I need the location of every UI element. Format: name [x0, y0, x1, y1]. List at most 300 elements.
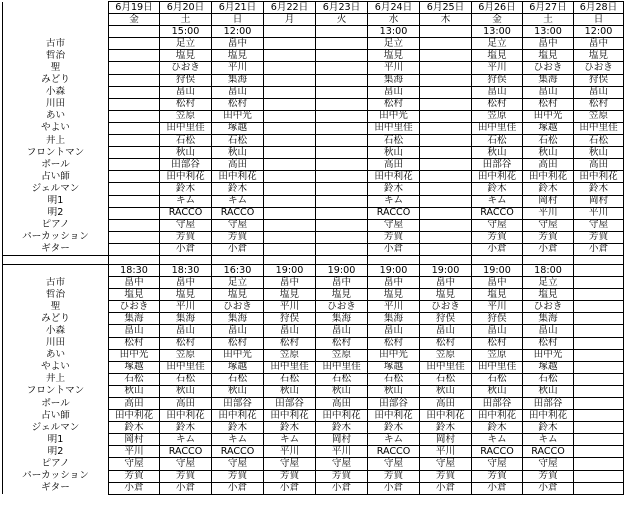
showtime-cell: 18:30: [109, 264, 160, 276]
role-name-cell: 明1: [3, 434, 109, 446]
cast-cell: 守屋: [574, 219, 624, 231]
cast-cell: 塩見: [472, 50, 523, 62]
block1-role-row: [3, 122, 624, 134]
cast-cell: 笠原: [316, 349, 368, 361]
cast-cell: [316, 50, 368, 62]
role-name-cell: ギター: [3, 482, 109, 494]
cast-cell: 平川: [212, 62, 264, 74]
cast-cell: 平川: [368, 62, 420, 74]
role-name-cell: フロントマン: [3, 385, 109, 397]
cast-cell: 小倉: [212, 482, 264, 494]
cast-cell: 畠中: [264, 277, 316, 289]
cast-cell: 松村: [368, 337, 420, 349]
cast-cell: 平川: [472, 301, 523, 313]
cast-cell: [316, 38, 368, 50]
role-name-cell: みどり: [3, 74, 109, 86]
block1-role-row: [3, 135, 624, 147]
cast-cell: 鈴木: [472, 183, 523, 195]
role-name-cell: 古市: [3, 38, 109, 50]
block2-role-row: [3, 482, 624, 494]
cast-cell: 畠中: [212, 38, 264, 50]
cast-cell: 田中利花: [212, 410, 264, 422]
cast-cell: 集海: [368, 313, 420, 325]
role-name-cell: 古市: [3, 277, 109, 289]
schedule-body: [3, 2, 624, 495]
cast-cell: [264, 183, 316, 195]
block2-role-row: [3, 373, 624, 385]
weekday-header-row: [3, 14, 624, 26]
showtime-cell: 18:30: [160, 264, 212, 276]
cast-cell: RACCO: [472, 207, 523, 219]
cast-cell: 芳賀: [316, 470, 368, 482]
cast-cell: 田中光: [109, 349, 160, 361]
block2-role-row: [3, 289, 624, 301]
cast-cell: 鈴木: [368, 183, 420, 195]
cast-cell: 畠中: [109, 277, 160, 289]
cast-cell: [109, 195, 160, 207]
cast-cell: ひおき: [523, 301, 574, 313]
weekday-cell: 日: [212, 14, 264, 26]
cast-cell: 田中光: [523, 110, 574, 122]
cast-cell: 平川: [109, 446, 160, 458]
cast-cell: 畠中: [368, 277, 420, 289]
cast-cell: ひおき: [316, 301, 368, 313]
cast-cell: 芳賀: [264, 470, 316, 482]
gap-cell: [160, 255, 212, 264]
cast-cell: 田中里佳: [368, 122, 420, 134]
cast-cell: 秋山: [574, 147, 624, 159]
weekday-cell: 土: [160, 14, 212, 26]
cast-cell: 石松: [264, 373, 316, 385]
showtime-cell: 12:00: [212, 26, 264, 38]
cast-cell: 高田: [160, 398, 212, 410]
cast-cell: キム: [212, 195, 264, 207]
cast-cell: キム: [160, 195, 212, 207]
cast-cell: 田中利花: [523, 410, 574, 422]
cast-cell: 松村: [472, 98, 523, 110]
cast-cell: 秋山: [316, 385, 368, 397]
cast-cell: 田中利花: [420, 410, 472, 422]
gap-cell: [523, 255, 574, 264]
cast-cell: 集海: [109, 313, 160, 325]
cast-cell: [316, 231, 368, 243]
cast-cell: 笠原: [472, 349, 523, 361]
cast-cell: 守屋: [420, 458, 472, 470]
cast-cell: [574, 385, 624, 397]
cast-cell: 畠山: [523, 86, 574, 98]
cast-cell: 畠山: [264, 325, 316, 337]
block2-role-row: [3, 434, 624, 446]
cast-cell: 畠山: [212, 86, 264, 98]
cast-cell: 畠中: [472, 277, 523, 289]
cast-cell: [420, 135, 472, 147]
role-name-cell: ボール: [3, 159, 109, 171]
role-name-cell: ピアノ: [3, 458, 109, 470]
cast-cell: 松村: [316, 337, 368, 349]
role-name-cell: 小森: [3, 86, 109, 98]
cast-cell: [109, 110, 160, 122]
cast-cell: 松村: [160, 337, 212, 349]
cast-cell: 石松: [574, 135, 624, 147]
cast-cell: RACCO: [212, 446, 264, 458]
cast-cell: 鈴木: [574, 183, 624, 195]
block2-time-row: [3, 264, 624, 276]
cast-cell: 足立: [472, 38, 523, 50]
cast-cell: 集海: [316, 313, 368, 325]
cast-cell: 塩見: [523, 289, 574, 301]
cast-cell: [264, 110, 316, 122]
block1-role-row: [3, 243, 624, 255]
cast-cell: 田中里佳: [160, 122, 212, 134]
showtime-cell: 16:30: [212, 264, 264, 276]
cast-cell: 田中利花: [523, 171, 574, 183]
cast-cell: 守屋: [212, 219, 264, 231]
cast-cell: 芳賀: [212, 231, 264, 243]
cast-cell: [420, 219, 472, 231]
cast-cell: 田部谷: [264, 398, 316, 410]
cast-cell: 田部谷: [472, 159, 523, 171]
showtime-cell: [420, 26, 472, 38]
block2-role-row: [3, 361, 624, 373]
cast-cell: [574, 337, 624, 349]
cast-cell: 笠原: [574, 110, 624, 122]
date-cell: 6月25日: [420, 2, 472, 14]
cast-cell: [264, 219, 316, 231]
cast-cell: 田中里佳: [420, 361, 472, 373]
cast-cell: 守屋: [316, 458, 368, 470]
role-name-cell: ボール: [3, 398, 109, 410]
cast-cell: [264, 38, 316, 50]
cast-cell: [109, 207, 160, 219]
cast-cell: 畠山: [574, 86, 624, 98]
cast-cell: 芳賀: [472, 470, 523, 482]
cast-cell: 石松: [212, 135, 264, 147]
date-cell: 6月19日: [109, 2, 160, 14]
cast-cell: キム: [160, 434, 212, 446]
cast-cell: 鈴木: [368, 422, 420, 434]
block2-role-row: [3, 349, 624, 361]
cast-cell: [264, 86, 316, 98]
cast-cell: 塩見: [368, 50, 420, 62]
gap-cell: [316, 255, 368, 264]
cast-cell: [109, 38, 160, 50]
showtime-cell: 13:00: [368, 26, 420, 38]
block1-role-row: [3, 86, 624, 98]
cast-cell: 畠山: [212, 325, 264, 337]
cast-cell: [316, 62, 368, 74]
cast-cell: 松村: [472, 337, 523, 349]
cast-cell: 松村: [264, 337, 316, 349]
cast-cell: 石松: [212, 373, 264, 385]
cast-cell: 松村: [523, 337, 574, 349]
cast-cell: 塚越: [109, 361, 160, 373]
weekday-cell: 水: [368, 14, 420, 26]
cast-cell: 田中里佳: [472, 361, 523, 373]
cast-cell: 田中里佳: [160, 361, 212, 373]
role-name-cell: パーカッション: [3, 470, 109, 482]
cast-cell: 岡村: [316, 434, 368, 446]
block1-role-row: [3, 171, 624, 183]
role-name-cell: 明2: [3, 207, 109, 219]
cast-cell: 高田: [523, 159, 574, 171]
cast-cell: [109, 98, 160, 110]
block2-role-row: [3, 385, 624, 397]
cast-cell: 集海: [368, 74, 420, 86]
cast-cell: 小倉: [316, 482, 368, 494]
cast-cell: 狩俣: [472, 313, 523, 325]
cast-cell: [109, 86, 160, 98]
cast-cell: [109, 74, 160, 86]
date-cell: 6月26日: [472, 2, 523, 14]
cast-cell: 畠中: [420, 277, 472, 289]
cast-cell: [264, 62, 316, 74]
cast-cell: [574, 313, 624, 325]
block1-role-row: [3, 74, 624, 86]
cast-cell: 石松: [472, 135, 523, 147]
cast-cell: 畠山: [368, 325, 420, 337]
cast-cell: 集海: [212, 74, 264, 86]
cast-cell: 田中光: [212, 349, 264, 361]
time-label-cell: [3, 264, 109, 276]
role-name-cell: 哲治: [3, 289, 109, 301]
cast-cell: 守屋: [109, 458, 160, 470]
date-cell: 6月23日: [316, 2, 368, 14]
cast-cell: 塩見: [420, 289, 472, 301]
role-name-cell: みどり: [3, 313, 109, 325]
cast-cell: 松村: [109, 337, 160, 349]
block1-role-row: [3, 195, 624, 207]
role-name-cell: 占い師: [3, 171, 109, 183]
cast-cell: 守屋: [368, 219, 420, 231]
cast-cell: 狩俣: [160, 74, 212, 86]
cast-cell: 笠原: [472, 110, 523, 122]
cast-cell: キム: [523, 434, 574, 446]
cast-cell: 石松: [523, 135, 574, 147]
block1-role-row: [3, 207, 624, 219]
cast-cell: 岡村: [574, 195, 624, 207]
cast-cell: 秋山: [368, 147, 420, 159]
cast-cell: 岡村: [109, 434, 160, 446]
cast-cell: [420, 147, 472, 159]
block1-role-row: [3, 231, 624, 243]
cast-cell: 塚越: [523, 122, 574, 134]
cast-cell: [109, 135, 160, 147]
role-name-cell: 小森: [3, 325, 109, 337]
cast-cell: 小倉: [109, 482, 160, 494]
cast-cell: 田部谷: [160, 159, 212, 171]
cast-cell: 田中光: [212, 110, 264, 122]
cast-cell: RACCO: [160, 207, 212, 219]
role-name-cell: 明1: [3, 195, 109, 207]
cast-cell: [316, 122, 368, 134]
cast-cell: 田中利花: [574, 171, 624, 183]
cast-cell: 秋山: [472, 385, 523, 397]
cast-cell: 鈴木: [420, 422, 472, 434]
block2-role-row: [3, 398, 624, 410]
cast-cell: 足立: [212, 277, 264, 289]
showtime-cell: [316, 26, 368, 38]
cast-cell: 石松: [420, 373, 472, 385]
cast-cell: [109, 122, 160, 134]
cast-cell: 塚越: [523, 361, 574, 373]
cast-cell: 田部谷: [523, 398, 574, 410]
cast-cell: [420, 122, 472, 134]
cast-cell: 秋山: [420, 385, 472, 397]
cast-cell: 小倉: [368, 482, 420, 494]
cast-cell: 芳賀: [212, 470, 264, 482]
cast-cell: [574, 289, 624, 301]
cast-cell: RACCO: [368, 446, 420, 458]
date-cell: 6月24日: [368, 2, 420, 14]
block1-role-row: [3, 147, 624, 159]
cast-cell: RACCO: [523, 446, 574, 458]
cast-cell: [574, 373, 624, 385]
showtime-cell: 19:00: [264, 264, 316, 276]
cast-cell: 守屋: [523, 458, 574, 470]
cast-cell: 田部谷: [212, 398, 264, 410]
cast-cell: 田中利花: [160, 410, 212, 422]
cast-cell: 小倉: [212, 243, 264, 255]
cast-cell: 高田: [212, 159, 264, 171]
cast-cell: [316, 135, 368, 147]
cast-cell: [420, 159, 472, 171]
cast-cell: [574, 361, 624, 373]
cast-cell: 集海: [523, 74, 574, 86]
cast-cell: [109, 171, 160, 183]
cast-cell: [420, 243, 472, 255]
weekday-cell: 金: [109, 14, 160, 26]
cast-cell: [109, 159, 160, 171]
cast-cell: 守屋: [472, 219, 523, 231]
cast-cell: 小倉: [523, 243, 574, 255]
cast-cell: 田中里佳: [472, 122, 523, 134]
cast-cell: 田中利花: [368, 171, 420, 183]
role-name-cell: 川田: [3, 98, 109, 110]
cast-cell: 松村: [574, 98, 624, 110]
cast-cell: [574, 470, 624, 482]
cast-cell: 小倉: [472, 482, 523, 494]
cast-cell: [420, 38, 472, 50]
gap-cell: [212, 255, 264, 264]
showtime-cell: 13:00: [523, 26, 574, 38]
cast-cell: 笠原: [264, 349, 316, 361]
block2-role-row: [3, 470, 624, 482]
weekday-cell: 月: [264, 14, 316, 26]
cast-cell: 狩俣: [472, 74, 523, 86]
cast-cell: 平川: [420, 446, 472, 458]
cast-cell: 石松: [472, 373, 523, 385]
cast-cell: 塩見: [212, 289, 264, 301]
cast-cell: 笠原: [420, 349, 472, 361]
block1-time-row: [3, 26, 624, 38]
cast-cell: 笠原: [160, 110, 212, 122]
cast-cell: 芳賀: [160, 470, 212, 482]
cast-cell: 塩見: [160, 50, 212, 62]
cast-cell: 畠中: [523, 38, 574, 50]
cast-cell: 平川: [523, 207, 574, 219]
cast-cell: 平川: [264, 301, 316, 313]
date-cell: 6月21日: [212, 2, 264, 14]
cast-cell: 岡村: [420, 434, 472, 446]
cast-cell: 松村: [212, 98, 264, 110]
cast-cell: 平川: [368, 301, 420, 313]
cast-cell: 集海: [160, 313, 212, 325]
cast-cell: 秋山: [264, 385, 316, 397]
cast-cell: 秋山: [368, 385, 420, 397]
cast-cell: [264, 135, 316, 147]
date-cell: 6月20日: [160, 2, 212, 14]
role-name-cell: やよい: [3, 122, 109, 134]
cast-cell: 平川: [316, 446, 368, 458]
cast-cell: 秋山: [523, 147, 574, 159]
cast-cell: 秋山: [160, 385, 212, 397]
cast-cell: 松村: [212, 337, 264, 349]
cast-cell: [316, 183, 368, 195]
cast-cell: 石松: [523, 373, 574, 385]
cast-cell: 田中利花: [472, 410, 523, 422]
block2-role-row: [3, 458, 624, 470]
cast-cell: 秋山: [472, 147, 523, 159]
showtime-cell: 13:00: [472, 26, 523, 38]
cast-cell: 石松: [160, 373, 212, 385]
showtime-cell: 19:00: [316, 264, 368, 276]
cast-cell: 鈴木: [523, 422, 574, 434]
block1-role-row: [3, 62, 624, 74]
cast-cell: 小倉: [160, 482, 212, 494]
cast-cell: [420, 98, 472, 110]
cast-cell: 畠中: [574, 38, 624, 50]
cast-cell: 畠山: [523, 325, 574, 337]
cast-cell: 畠中: [316, 277, 368, 289]
cast-cell: 足立: [523, 277, 574, 289]
cast-cell: 守屋: [212, 458, 264, 470]
cast-cell: 笠原: [160, 349, 212, 361]
role-name-cell: あい: [3, 110, 109, 122]
block1-role-row: [3, 219, 624, 231]
role-name-cell: 井上: [3, 135, 109, 147]
showtime-cell: 18:00: [523, 264, 574, 276]
cast-cell: [420, 110, 472, 122]
cast-cell: 秋山: [212, 385, 264, 397]
cast-cell: 石松: [160, 135, 212, 147]
role-name-cell: 聖: [3, 62, 109, 74]
cast-cell: 小倉: [368, 243, 420, 255]
cast-cell: 守屋: [368, 458, 420, 470]
role-name-cell: ジェルマン: [3, 422, 109, 434]
block2-role-row: [3, 301, 624, 313]
cast-cell: 狩俣: [264, 313, 316, 325]
cast-cell: [574, 325, 624, 337]
cast-cell: 畠山: [368, 86, 420, 98]
weekday-cell: 日: [574, 14, 624, 26]
showtime-cell: 12:00: [574, 26, 624, 38]
cast-cell: キム: [264, 434, 316, 446]
cast-cell: 秋山: [212, 147, 264, 159]
cast-cell: RACCO: [368, 207, 420, 219]
gap-cell: [472, 255, 523, 264]
cast-cell: 塩見: [109, 289, 160, 301]
cast-cell: 塚越: [212, 361, 264, 373]
cast-cell: 小倉: [574, 243, 624, 255]
cast-cell: 鈴木: [212, 422, 264, 434]
cast-cell: [316, 74, 368, 86]
cast-cell: 岡村: [523, 195, 574, 207]
cast-cell: 守屋: [523, 219, 574, 231]
cast-cell: [316, 86, 368, 98]
cast-cell: 平川: [472, 62, 523, 74]
cast-cell: [264, 159, 316, 171]
cast-cell: 畠山: [160, 86, 212, 98]
